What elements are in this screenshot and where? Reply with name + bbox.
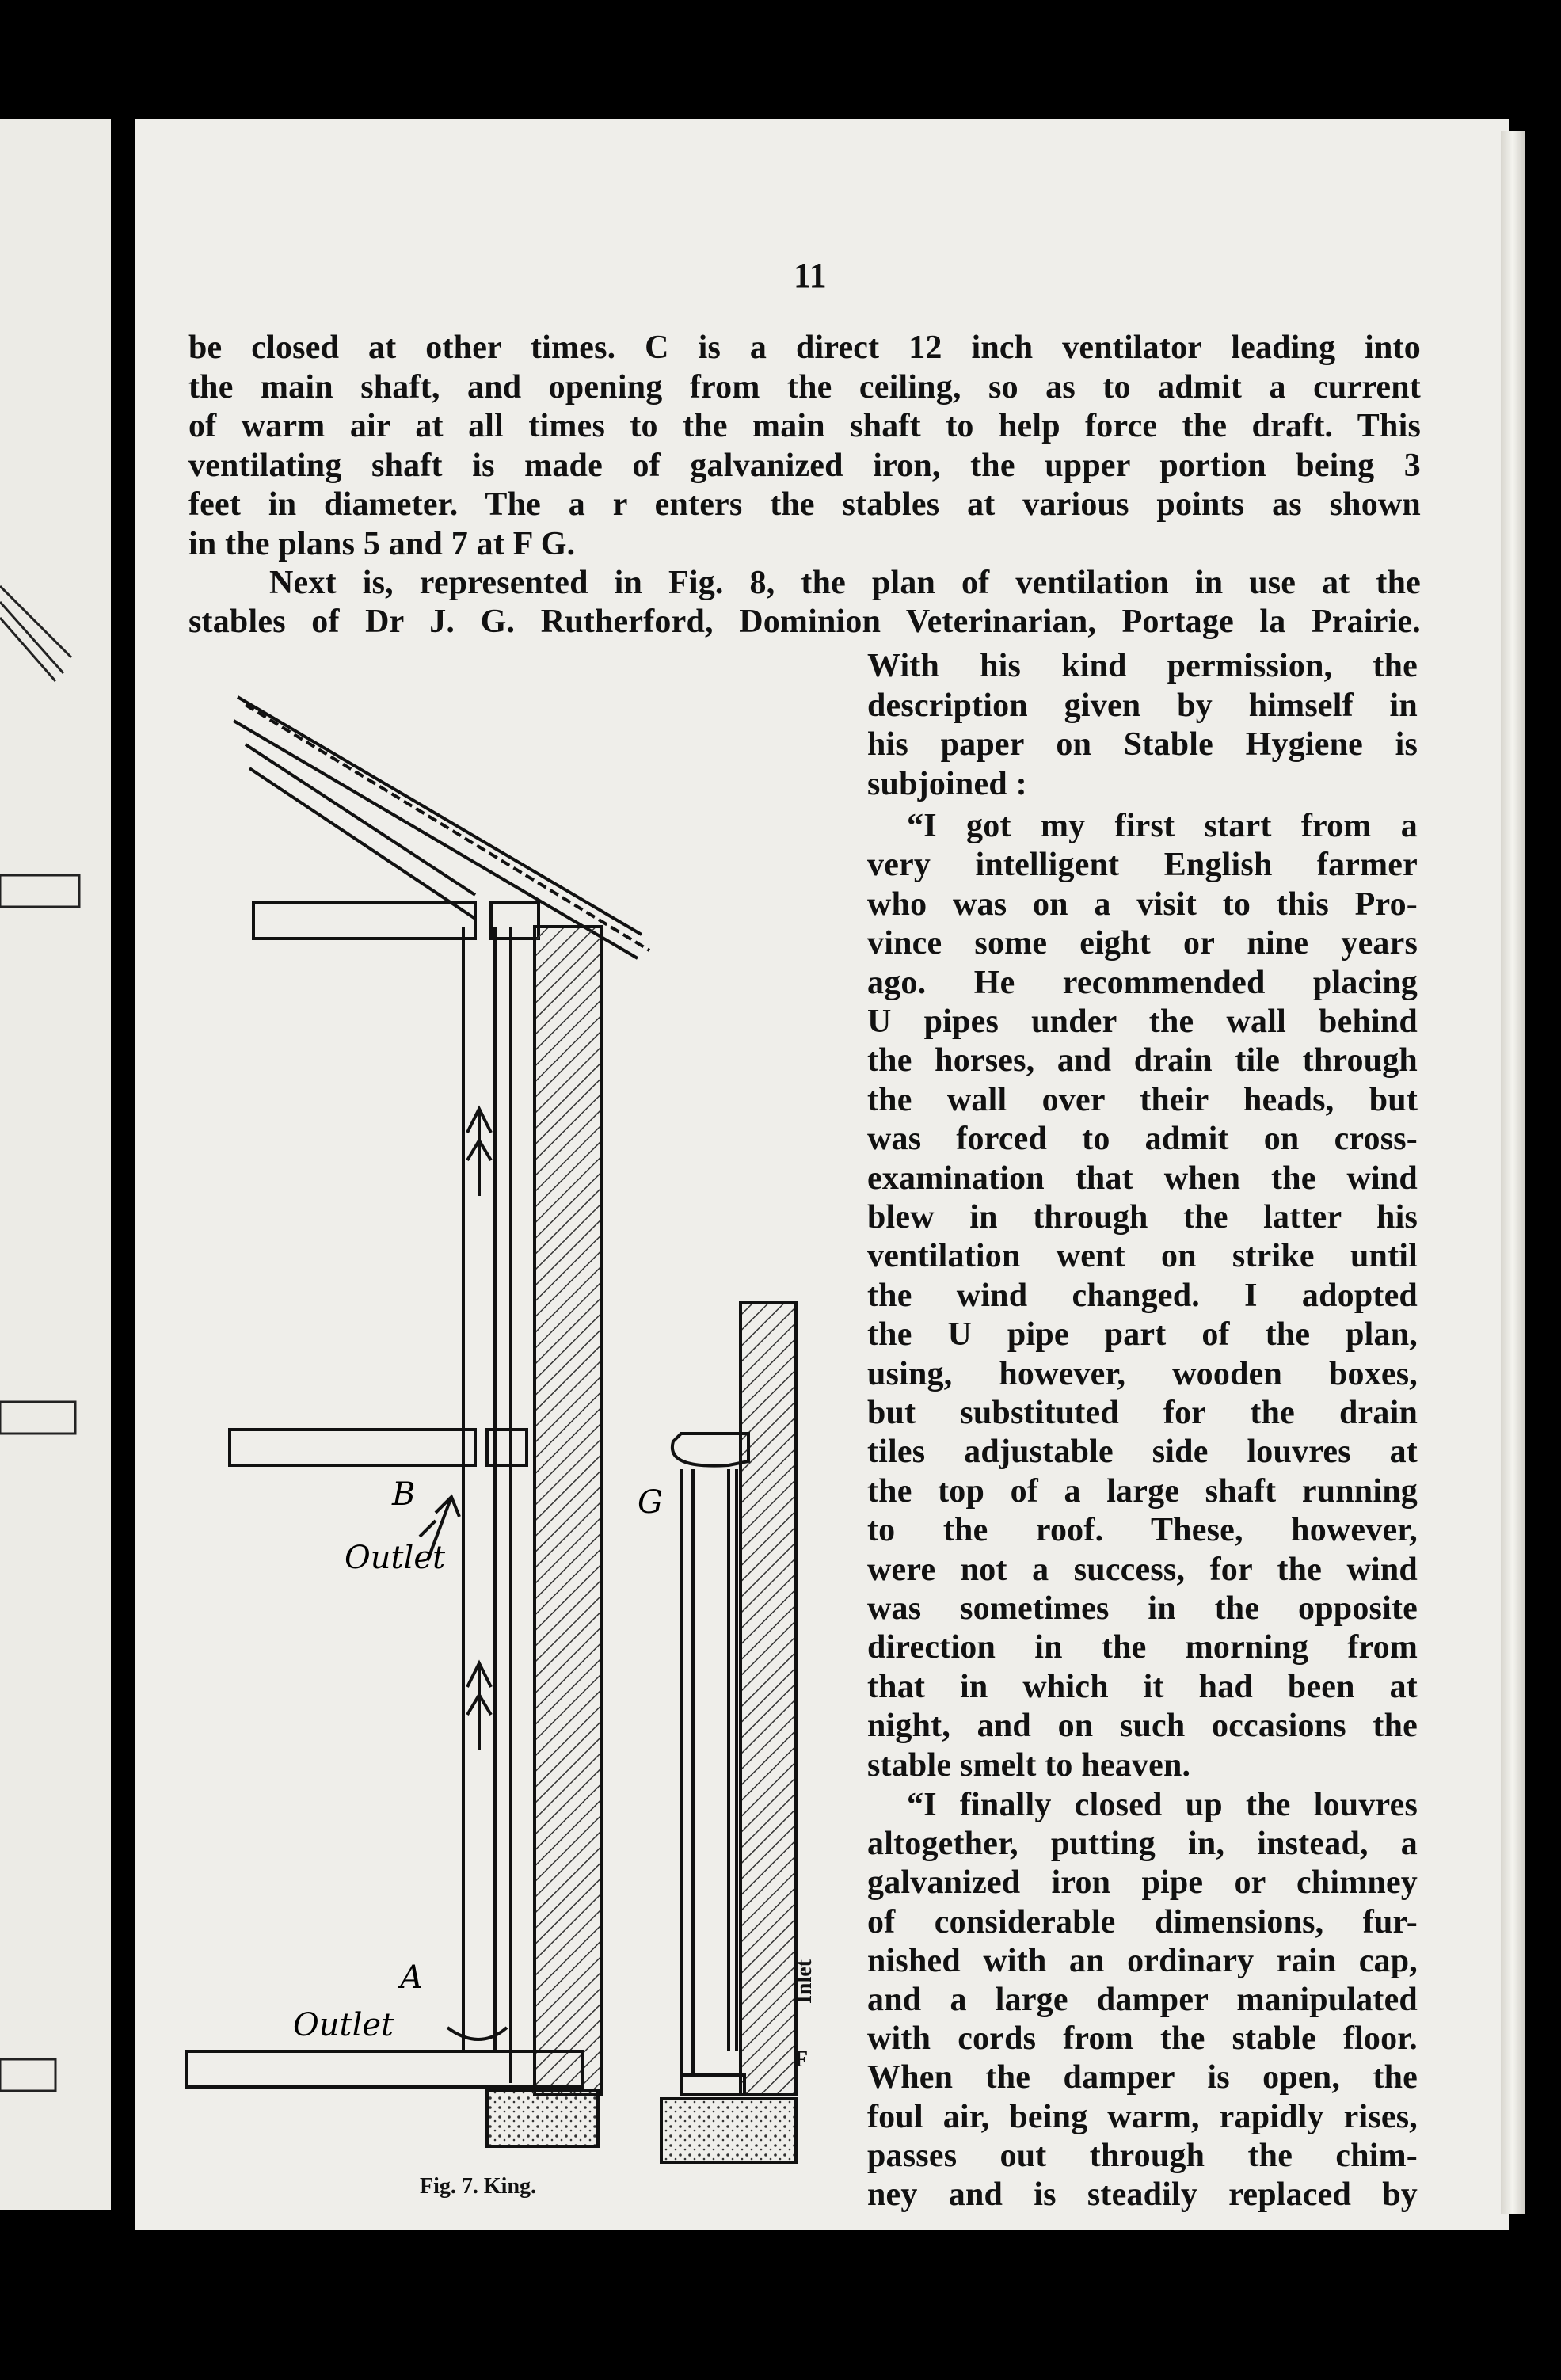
roof	[234, 697, 649, 958]
text-line: very intelligent English farmer	[867, 847, 1418, 884]
text-line: of warm air at all times to the main shaft to help force the draft. This	[188, 408, 1421, 444]
text-line: passes out through the chim-	[867, 2137, 1418, 2174]
text-line: be closed at other times. C is a direct 12 inch ventilator leading into	[188, 329, 1421, 366]
text-line: description given by himself in	[867, 687, 1418, 724]
label-inlet: Inlet	[792, 1959, 817, 2004]
text-line: were not a success, for the wind	[867, 1551, 1418, 1588]
ventilation-shaft	[463, 927, 511, 2083]
label-g: G	[638, 1484, 663, 1521]
text-line: was sometimes in the opposite	[867, 1590, 1418, 1627]
text-line: Next is, represented in Fig. 8, the plan of ventilation in use at the	[269, 565, 1421, 601]
page-number: 11	[794, 256, 827, 295]
text-line: ventilation went on strike until	[867, 1238, 1418, 1275]
text-line: the wall over their heads, but	[867, 1081, 1418, 1118]
text-line: was forced to admit on cross-	[867, 1121, 1418, 1158]
text-line: nished with an ordinary rain cap,	[867, 1942, 1418, 1979]
page-binding-edge	[1501, 131, 1525, 2214]
text-line: U pipes under the wall behind	[867, 1003, 1418, 1040]
text-line: vince some eight or nine years	[867, 925, 1418, 962]
text-line: With his kind permission, the	[867, 648, 1418, 684]
text-line: feet in diameter. The a r enters the stables at various points as shown	[188, 486, 1421, 523]
label-b: B	[392, 1476, 416, 1513]
figure-caption: Fig. 7. King.	[420, 2174, 537, 2199]
text-line: of considerable dimensions, fur-	[867, 1903, 1418, 1940]
text-line: stable smelt to heaven.	[867, 1746, 1191, 1784]
text-line: ney and is steadily replaced by	[867, 2176, 1418, 2213]
text-line: his paper on Stable Hygiene is	[867, 726, 1418, 763]
label-outlet-lower: Outlet	[293, 2007, 394, 2043]
text-line: that in which it had been at	[867, 1668, 1418, 1705]
figure-8-detail	[661, 1303, 796, 2162]
text-line: to the roof. These, however,	[867, 1512, 1418, 1549]
text-line: the top of a large shaft running	[867, 1472, 1418, 1510]
label-outlet-upper: Outlet	[345, 1540, 446, 1576]
text-line: the main shaft, and opening from the ceiling, so as to admit a current	[188, 368, 1421, 406]
text-line: the horses, and drain tile through	[867, 1042, 1418, 1080]
text-line: stables of Dr J. G. Rutherford, Dominion Veterinarian, Portage la Prairie.	[188, 604, 1421, 640]
text-line: with cords from the stable floor.	[867, 2020, 1418, 2058]
text-line: galvanized iron pipe or chimney	[867, 1864, 1418, 1902]
text-line: examination that when the wind	[867, 1160, 1418, 1197]
adjacent-page-drawing-fragment	[0, 119, 111, 2210]
adjacent-page-edge	[0, 119, 111, 2210]
text-line: using, however, wooden boxes,	[867, 1355, 1418, 1392]
label-a: A	[400, 1959, 423, 1996]
text-line: who was on a visit to this Pro-	[867, 885, 1418, 923]
text-line: the U pipe part of the plan,	[867, 1316, 1418, 1354]
label-f: F	[794, 2047, 809, 2072]
text-line: and a large damper manipulated	[867, 1982, 1418, 2018]
text-line: ventilating shaft is made of galvanized iron, the upper portion being 3	[188, 447, 1421, 484]
text-line: blew in through the latter his	[867, 1199, 1418, 1236]
text-line: direction in the morning from	[867, 1629, 1418, 1666]
text-line: “I finally closed up the louvres	[907, 1787, 1418, 1823]
upper-floor-joist	[230, 1430, 527, 1465]
text-line: ago. He recommended placing	[867, 964, 1418, 1001]
text-line: When the damper is open, the	[867, 2059, 1418, 2096]
text-line: foul air, being warm, rapidly rises,	[867, 2098, 1418, 2135]
text-line: in the plans 5 and 7 at F G.	[188, 525, 576, 562]
text-line: tiles adjustable side louvres at	[867, 1434, 1418, 1471]
text-line: altogether, putting in, instead, a	[867, 1826, 1418, 1863]
text-line: night, and on such occasions the	[867, 1708, 1418, 1745]
text-line: but substituted for the drain	[867, 1395, 1418, 1431]
text-line: subjoined :	[867, 765, 1027, 802]
figure-7-ventilation-diagram	[174, 689, 855, 2226]
stable-wall	[535, 927, 602, 2095]
text-line: the wind changed. I adopted	[867, 1277, 1418, 1314]
text-line: “I got my first start from a	[907, 808, 1418, 844]
